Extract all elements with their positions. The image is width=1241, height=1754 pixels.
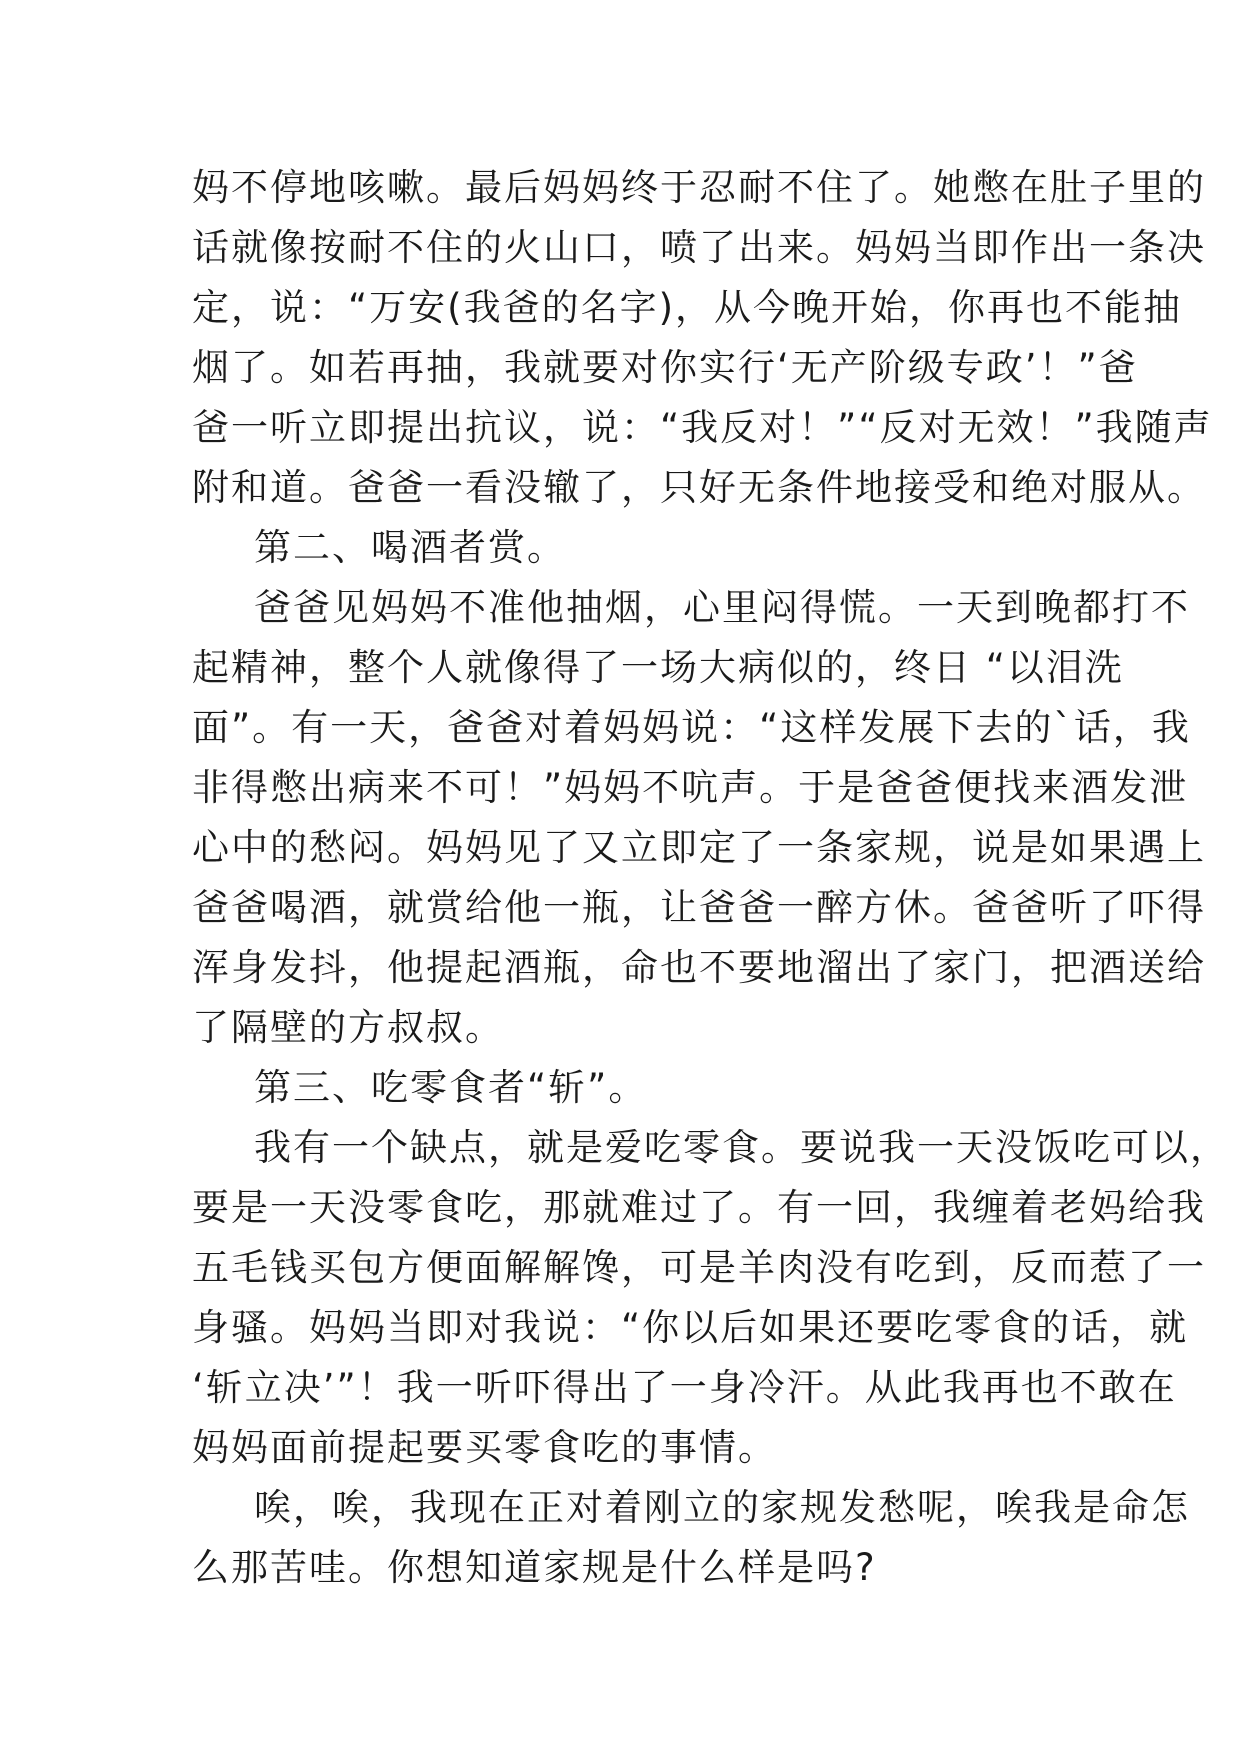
text-line: 爸爸见妈妈不准他抽烟，心里闷得慌。一天到晚都打不: [254, 586, 1190, 629]
text-line: 爸爸喝酒，就赏给他一瓶，让爸爸一醉方休。爸爸听了吓得: [192, 886, 1206, 929]
text-line: 了隔壁的方叔叔。: [192, 1006, 504, 1049]
text-line: 非得憋出病来不可！”妈妈不吭声。于是爸爸便找来酒发泄: [192, 766, 1189, 809]
section-heading-snacks: [192, 1058, 1072, 1118]
text-line: 附和道。爸爸一看没辙了，只好无条件地接受和绝对服从。: [192, 466, 1206, 509]
heading-line: 第二、喝酒者赏。: [254, 526, 566, 569]
heading-line: 第三、吃零食者“斩”。: [254, 1066, 648, 1109]
text-line: 定，说：“万安(我爸的名字)，从今晚开始，你再也不能抽: [192, 286, 1183, 329]
text-line: 话就像按耐不住的火山口，喷了出来。妈妈当即作出一条决: [192, 226, 1206, 269]
text-line: 我有一个缺点，就是爱吃零食。要说我一天没饭吃可以，: [254, 1126, 1229, 1169]
text-line: 身骚。妈妈当即对我说：“你以后如果还要吃零食的话，就: [192, 1306, 1189, 1349]
text-line: 烟了。如若再抽，我就要对你实行‘无产阶级专政’！”爸: [192, 346, 1138, 389]
text-line: 起精神，整个人就像得了一场大病似的，终日 “以泪洗: [192, 646, 1124, 689]
text-line: 么那苦哇。你想知道家规是什么样是吗?: [192, 1546, 877, 1589]
paragraph-smoking-rule: [192, 158, 1213, 518]
text-line: 要是一天没零食吃，那就难过了。有一回，我缠着老妈给我: [192, 1186, 1206, 1229]
paragraph-conclusion: [192, 1478, 1190, 1598]
text-line: 妈妈面前提起要买零食吃的事情。: [192, 1426, 777, 1469]
document-body: [192, 158, 1229, 1598]
text-line: 浑身发抖，他提起酒瓶，命也不要地溜出了家门，把酒送给: [192, 946, 1206, 989]
text-line: 心中的愁闷。妈妈见了又立即定了一条家规，说是如果遇上: [192, 826, 1206, 869]
section-heading-drinking: [192, 518, 1072, 578]
text-line: 五毛钱买包方便面解解馋，可是羊肉没有吃到，反而惹了一: [192, 1246, 1206, 1289]
text-line: 爸一听立即提出抗议，说：“我反对！”“反对无效！”我随声: [192, 406, 1213, 449]
text-line: 面”。有一天，爸爸对着妈妈说：“这样发展下去的`话，我: [192, 706, 1191, 749]
text-line: 妈不停地咳嗽。最后妈妈终于忍耐不住了。她憋在肚子里的: [192, 166, 1206, 209]
paragraph-snacks-rule: [192, 1118, 1229, 1478]
text-line: 唉，唉，我现在正对着刚立的家规发愁呢，唉我是命怎: [254, 1486, 1190, 1529]
paragraph-drinking-rule: [192, 578, 1206, 1058]
text-line: ‘斩立决’”！我一听吓得出了一身冷汗。从此我再也不敢在: [192, 1366, 1177, 1409]
